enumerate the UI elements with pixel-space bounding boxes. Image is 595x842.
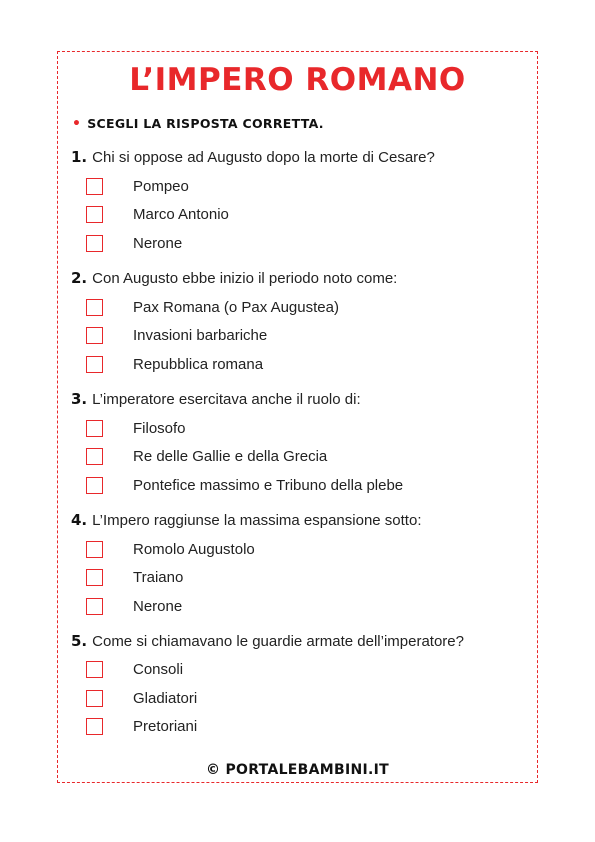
answer-checkbox[interactable] (86, 598, 103, 615)
question-number: 2. (71, 269, 88, 287)
question-text: L’imperatore esercitava anche il ruolo di: (92, 391, 361, 408)
question-number: 4. (71, 511, 88, 529)
instruction (72, 116, 324, 132)
answer-checkbox[interactable] (86, 541, 103, 558)
question-number: 1. (71, 148, 88, 166)
option-label: Consoli (133, 661, 184, 678)
answer-checkbox[interactable] (86, 178, 103, 195)
question-number: 5. (71, 632, 88, 650)
option-label: Pontefice massimo e Tribuno della plebe (133, 477, 404, 494)
answer-checkbox[interactable] (86, 420, 103, 437)
option-label: Gladiatori (133, 690, 198, 707)
answer-checkbox[interactable] (86, 356, 103, 373)
question-number: 3. (71, 390, 88, 408)
option-label: Repubblica romana (133, 356, 264, 373)
question-4 (71, 511, 422, 529)
instruction-text: SCEGLI LA RISPOSTA CORRETTA. (87, 116, 324, 131)
question-3 (71, 390, 361, 408)
option-label: Nerone (133, 235, 183, 252)
instruction-bullet: • (72, 116, 82, 132)
option-label: Pax Romana (o Pax Augustea) (133, 299, 339, 316)
option-label: Invasioni barbariche (133, 327, 268, 344)
question-2 (71, 269, 397, 287)
answer-checkbox[interactable] (86, 477, 103, 494)
page-title: L’IMPERO ROMANO (129, 62, 466, 98)
question-text: Come si chiamavano le guardie armate dell’imperatore? (92, 633, 464, 650)
answer-checkbox[interactable] (86, 448, 103, 465)
answer-checkbox[interactable] (86, 661, 103, 678)
answer-checkbox[interactable] (86, 299, 103, 316)
copyright-footer: © PORTALEBAMBINI.IT (206, 762, 389, 778)
answer-checkbox[interactable] (86, 235, 103, 252)
question-text: Chi si oppose ad Augusto dopo la morte di Cesare? (92, 149, 435, 166)
answer-checkbox[interactable] (86, 206, 103, 223)
question-text: L’Impero raggiunse la massima espansione sotto: (92, 512, 422, 529)
question-5 (71, 632, 464, 650)
option-label: Romolo Augustolo (133, 541, 255, 558)
answer-checkbox[interactable] (86, 327, 103, 344)
answer-checkbox[interactable] (86, 718, 103, 735)
option-label: Nerone (133, 598, 183, 615)
option-label: Re delle Gallie e della Grecia (133, 448, 328, 465)
option-label: Traiano (133, 569, 184, 586)
question-text: Con Augusto ebbe inizio il periodo noto come: (92, 270, 398, 287)
answer-checkbox[interactable] (86, 690, 103, 707)
question-1 (71, 148, 435, 166)
answer-checkbox[interactable] (86, 569, 103, 586)
option-label: Filosofo (133, 420, 186, 437)
option-label: Pretoriani (133, 718, 198, 735)
option-label: Marco Antonio (133, 206, 229, 223)
option-label: Pompeo (133, 178, 189, 195)
